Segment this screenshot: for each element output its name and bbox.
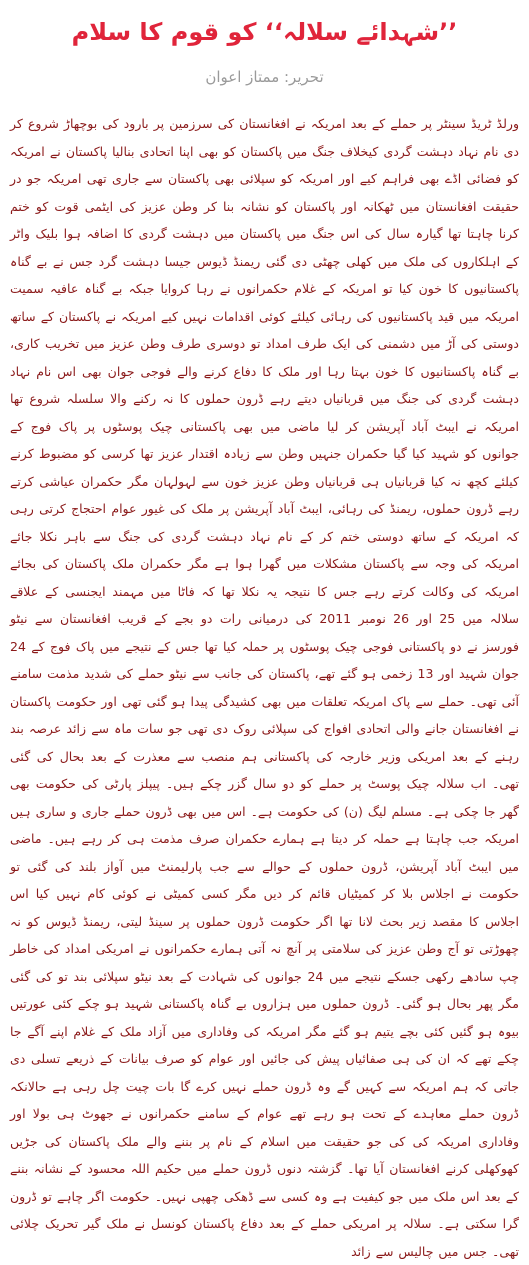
article-title: ’’شہدائے سلالہ‘‘ کو قوم کا سلام [71, 18, 458, 46]
article-byline: تحریر: ممتاز اعوان [205, 68, 324, 86]
article-body: ورلڈ ٹریڈ سینٹر پر حملے کے بعد امریکہ نے افغانستان کی سرزمین پر بارود کی بوچھاڑ شروع کر دی نام نہاد دہشت گردی کیخلاف جنگ میں پاکستان کو بھی اپنا اتحادی بنالیا پاکستان نے امریکہ کو فضائی اڈے بھی فراہم کیے اور امریکہ کو سپلائی بھی پاکستان سے جاری تھی امریکہ جو در حقیقت افغانستان میں ٹھکانہ اور پاکستان کو نشانہ بنا کر وطن عزیز کی ایٹمی قوت کو ختم کرنا چاہتا تھا گیارہ سال کی اس جنگ میں پاکستان میں دہشت گردی کا اضافہ ہوا بلیک واٹر کے اہلکاروں کی ملک میں کھلی چھٹی دی گئی ریمنڈ ڈیوس جیسا دہشت گرد جس نے بے گناہ پاکستانیوں کا خون کیا تو امریکہ کے غلام حکمرانوں نے رہا کروایا جبکہ بے گناہ عافیہ سمیت امریکہ میں قید پاکستانیوں کی رہائی کیلئے کوئی اقدامات نہیں کیے امریکہ نے پاکستان کے ساتھ دوستی کی آڑ میں دشمنی کی ایک طرف امداد تو دوسری طرف وطن عزیز میں تخریب کاری، بے گناہ پاکستانیوں کا خون بہتا رہا اور ملک کا دفاع کرنے والے فوجی جوان بھی اس نام نہاد دہشت گردی کی جنگ میں قربانیاں دیتے رہے ڈرون حملوں کا نہ رکنے والا سلسلہ شروع تھا امریکہ نے ایبٹ آباد آپریشن کر لیا ماضی میں بھی پاکستانی چیک پوسٹوں پر پاک فوج کے جوانوں کو شہید کیا گیا حکمران جنہیں وطن سے زیادہ اقتدار عزیز تھا کرسی کو مضبوط کرنے کیلئے کچھ نہ کیا قربانیاں ہی قربانیاں وطن عزیز خون سے لہولہان مگر حکمران عیاشی کرتے رہے ڈرون حملوں، ریمنڈ کی رہائی، ایبٹ آباد آپریشن پر ملک کی غیور عوام احتجاج کرتی رہی کہ امریکہ کے ساتھ دوستی ختم کر کے نام نہاد دہشت گردی کی جنگ سے باہر نکلا جائے امریکہ کی وجہ سے پاکستان مشکلات میں گھرا ہوا ہے مگر حکمران ملک پاکستان کی بجائے امریکہ کی وکالت کرتے رہے جس کا نتیجہ یہ نکلا تھا کہ فاٹا میں مہمند ایجنسی کے علاقے سلالہ میں 25 اور 26 نومبر 2011 کی درمیانی رات دو بجے کے قریب افغانستان سے نیٹو فورسز نے دو پاکستانی فوجی چیک پوسٹوں پر حملہ کیا تھا جس کے نتیجے میں پاک فوج کے 24 جوان شہید اور 13 زخمی ہو گئے تھے، پاکستان کی جانب سے نیٹو حملے کی شدید مذمت سامنے آئی تھی۔ حملے سے پاک امریکہ تعلقات میں بھی کشیدگی پیدا ہو گئی تھی اور حکومت پاکستان نے افغانستان جانے والی اتحادی افواج کی سپلائی روک دی تھی جو سات ماہ سے زائد عرصہ بند رہنے کے بعد امریکی وزیر خارجہ کی پاکستانی ہم منصب سے معذرت کے بعد بحال کی گئی تھی۔ اب سلالہ چیک پوسٹ پر حملے کو دو سال گزر چکے ہیں۔ پیپلز پارٹی کی حکومت بھی گھر جا چکی ہے۔ مسلم لیگ (ن) کی حکومت ہے۔ اس میں بھی ڈرون حملے جاری و ساری ہیں امریکہ جب چاہتا ہے حملہ کر دیتا ہے ہمارے حکمران صرف مذمت ہی کر رہے ہیں۔ ماضی میں ایبٹ آباد آپریشن، ڈرون حملوں کے حوالے سے جب پارلیمنٹ میں آواز بلند کی گئی تو حکومت نے اجلاس بلا کر کمیٹیاں قائم کر دیں مگر کسی کمیٹی نے کوئی کام نہیں کیا اس اجلاس کا مقصد زیر بحث لانا تھا اگر حکومت ڈرون حملوں پر سینڈ لیتی، ریمنڈ ڈیوس کو نہ چھوڑتی تو آج وطن عزیز کی سلامتی پر آنچ نہ آتی ہمارے حکمرانوں نے امریکی امداد کی خاطر چپ سادھے رکھی جسکے نتیجے میں 24 جوانوں کی شہادت کے بعد نیٹو سپلائی بند تو کی گئی مگر پھر بحال ہو گئی۔ ڈرون حملوں میں ہزاروں بے گناہ پاکستانی شہید ہو چکے کئی عورتیں بیوہ ہو گئیں کئی بچے یتیم ہو گئے مگر امریکہ کی وفاداری میں آزاد ملک کے غلام اپنے آگے جا چکے تھے کہ ان کی ہی صفائیاں پیش کی جائیں اور عوام کو صرف بیانات کے ذریعے تسلی دی جاتی کہ ہم امریکہ سے کہیں گے وہ ڈرون حملے نہیں کرے گا بات چیت چل رہی ہے حالانکہ ڈرون حملے معاہدے کے تحت ہو رہے تھے عوام کے سامنے حکمرانوں نے جھوٹ ہی بولا اور وفاداری امریکہ کی کی جو حقیقت میں اسلام کے نام پر بننے والے ملک پاکستان کی جڑیں کھوکھلی کرنے افغانستان آیا تھا۔ گزشتہ دنوں ڈرون حملے میں حکیم اللہ محسود کے نشانہ بننے کے بعد اس ملک میں جو کیفیت ہے وہ کسی سے ڈھکی چھپی نہیں۔ حکومت اگر چاہے تو ڈرون گرا سکتی ہے۔ سلالہ پر امریکی حملے کے بعد دفاع پاکستان کونسل نے ملک گیر تحریک چلائی تھی۔ جس میں چالیس سے زائد [10, 116, 520, 1259]
